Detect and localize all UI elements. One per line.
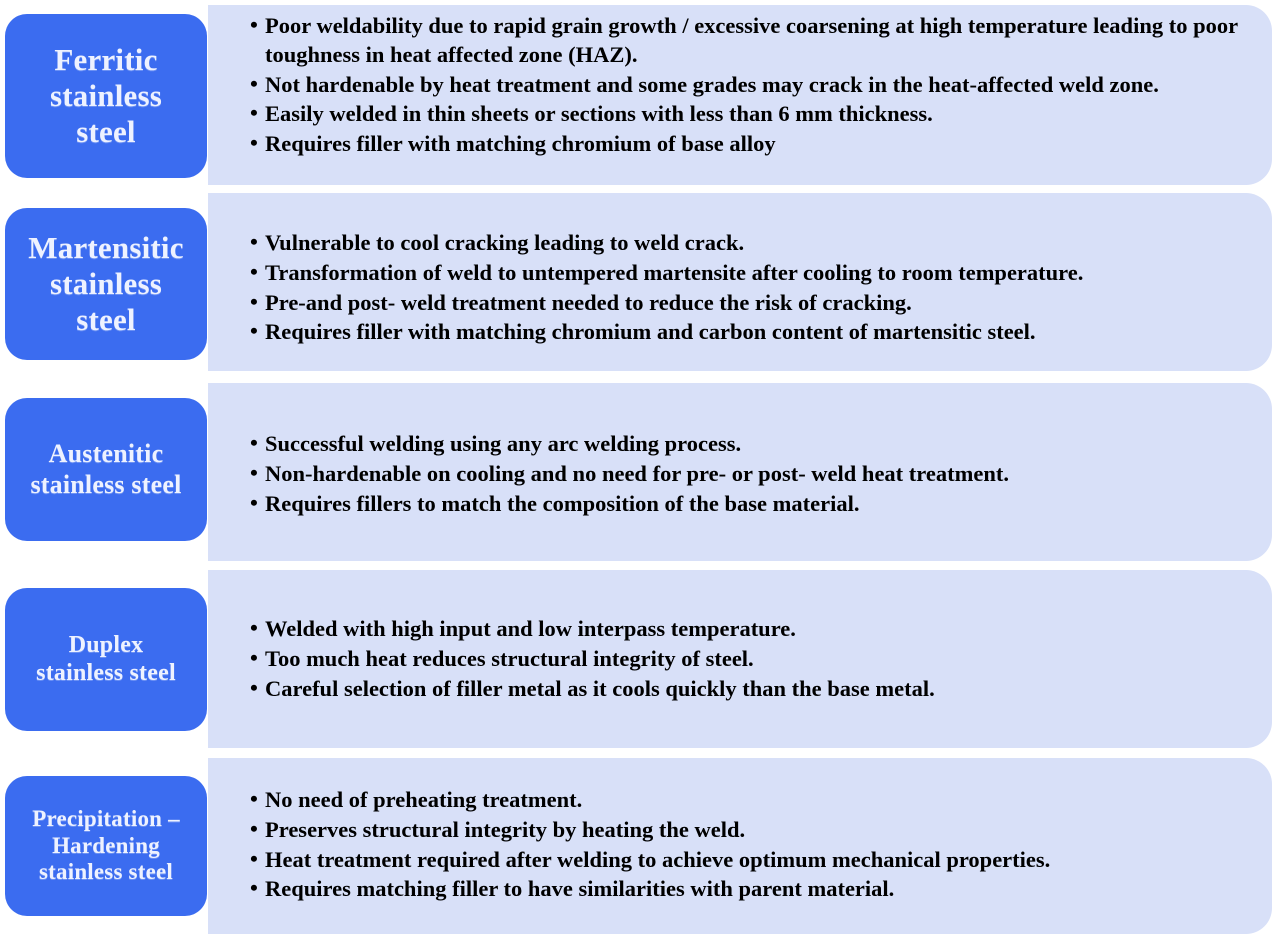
category-label-line: stainless steel [36,659,176,686]
list-item-text: Requires filler with matching chromium of base alloy [265,131,776,157]
category-label-line: Hardening [52,832,160,858]
list-item [250,645,1260,674]
bullet-list-austenitic [250,430,1260,519]
bullet-icon: • [250,288,258,314]
row-precipitation-hardening [0,753,1280,934]
bullet-icon: • [250,615,258,640]
bullet-icon: • [250,70,258,96]
bullet-icon: • [250,130,258,156]
bullet-list-martensitic [250,229,1260,348]
category-box-precipitation-hardening[interactable] [5,776,207,916]
bullet-icon: • [250,875,258,901]
bullet-icon: • [250,430,258,455]
list-item [250,430,1260,459]
bullet-list-precipitation-hardening [250,786,1260,905]
bullet-icon: • [250,258,258,284]
list-item-text: Not hardenable by heat treatment and some grades may crack in the heat-affected weld zone. [265,71,1159,97]
row-austenitic [0,375,1280,565]
category-label-austenitic [24,439,187,499]
category-label-line: steel [76,301,136,337]
category-label-precipitation-hardening [26,806,186,886]
list-item [250,816,1260,845]
row-ferritic [0,0,1280,190]
list-item-text: Successful welding using any arc welding process. [265,431,742,456]
category-label-line: Precipitation – [32,805,180,831]
category-label-line: Austenitic [48,439,164,469]
bullet-icon: • [250,644,258,670]
bullet-icon: • [250,786,258,811]
list-item [250,675,1260,704]
list-item-text: Requires filler with matching chromium and carbon content of martensitic steel. [265,319,1036,345]
list-item-text: Heat treatment required after welding to achieve optimum mechanical properties. [265,846,1051,872]
list-item [250,12,1260,70]
bullet-icon: • [250,229,258,254]
category-box-ferritic[interactable] [5,14,207,178]
bullet-icon: • [250,674,258,700]
list-item-text: Too much heat reduces structural integrity of steel. [265,645,754,671]
list-item-text: No need of preheating treatment. [265,787,583,812]
list-item-text: Easily welded in thin sheets or sections with less than 6 mm thickness. [265,101,933,127]
bullet-icon: • [250,489,258,515]
list-item [250,875,1260,904]
list-item [250,289,1260,318]
list-item [250,318,1260,347]
list-item-text: Careful selection of filler metal as it cools quickly than the base metal. [265,675,935,701]
list-item [250,259,1260,288]
category-box-martensitic[interactable] [5,208,207,360]
list-item-text: Preserves structural integrity by heating the weld. [265,816,746,842]
bullet-icon: • [250,459,258,485]
category-box-duplex[interactable] [5,588,207,731]
bullet-icon: • [250,815,258,841]
bullet-list-duplex [250,615,1260,704]
list-item [250,490,1260,519]
list-item-text: Requires fillers to match the composition of the base material. [265,490,860,516]
list-item-text: Non-hardenable on cooling and no need for pre- or post- weld heat treatment. [265,460,1009,486]
list-item-text: Vulnerable to cool cracking leading to weld crack. [265,230,745,255]
list-item [250,615,1260,644]
category-label-line: Martensitic [28,230,184,266]
list-item [250,460,1260,489]
category-box-austenitic[interactable] [5,398,207,541]
bullet-icon: • [250,318,258,344]
category-label-duplex [30,632,182,688]
list-item-text: Transformation of weld to untempered martensite after cooling to room temperature. [265,259,1084,285]
list-item [250,100,1260,129]
category-label-line: Duplex [68,631,144,658]
list-item [250,786,1260,815]
list-item [250,130,1260,159]
bullet-icon: • [250,845,258,871]
category-label-ferritic [44,42,168,150]
list-item [250,229,1260,258]
row-martensitic [0,190,1280,375]
bullet-icon: • [250,100,258,126]
category-label-line: steel [76,113,136,149]
category-label-line: stainless steel [39,859,173,885]
row-duplex [0,565,1280,753]
bullet-list-ferritic [250,12,1260,160]
category-label-line: stainless [49,78,163,114]
list-item [250,71,1260,100]
category-label-line: Ferritic [54,42,158,78]
list-item-text: Requires matching filler to have similarities with parent material. [265,876,895,902]
category-label-line: stainless [49,266,163,302]
list-item [250,846,1260,875]
category-label-line: stainless steel [30,469,182,499]
list-item-text: Pre-and post- weld treatment needed to reduce the risk of cracking. [265,289,912,315]
list-item-text: Poor weldability due to rapid grain growth / excessive coarsening at high temperature leading to poor toughness in heat affected zone (HAZ). [265,13,1238,67]
list-item-text: Welded with high input and low interpass temperature. [265,616,796,641]
bullet-icon: • [250,12,258,37]
category-label-martensitic [22,230,189,338]
